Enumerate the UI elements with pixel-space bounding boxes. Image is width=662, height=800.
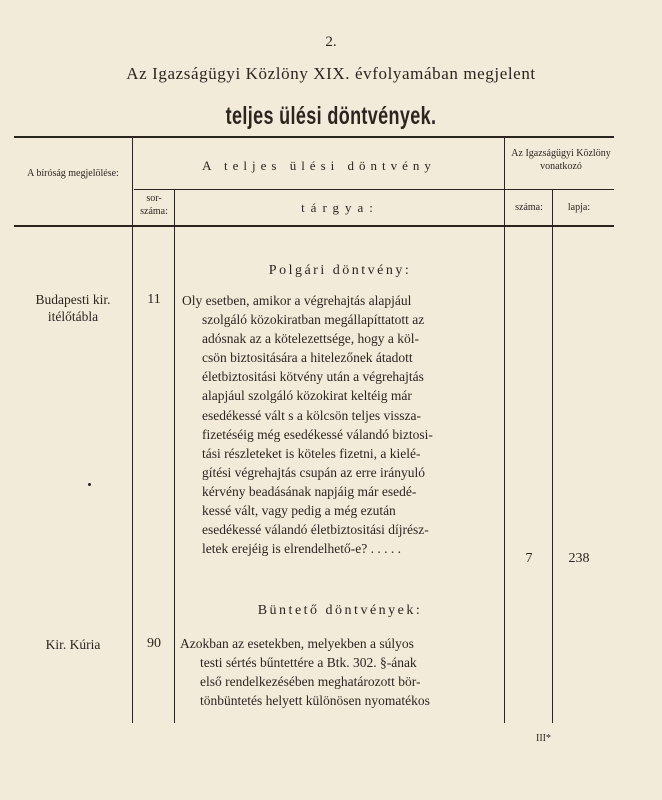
text-line: Azokban az esetekben, melyekben a súlyos [180, 636, 414, 651]
column-divider-seq [174, 189, 175, 723]
header-subject: tárgya: [301, 200, 379, 215]
header-decision: A teljes ülési döntvény [202, 158, 436, 173]
entry-subject-text [182, 291, 492, 558]
stray-dot-mark [88, 483, 91, 486]
text-line: első rendelkezésében meghatározott bör- [200, 674, 421, 690]
column-divider-issue [552, 189, 553, 723]
text-line: csön biztositására a hitelezőnek átadott [202, 350, 413, 366]
text-line: esedékessé vált s a kölcsön teljes vissza- [202, 407, 421, 423]
column-divider-court [132, 138, 133, 723]
entry-seq: 90 [147, 636, 161, 651]
text-line: tönbüntetés helyett különösen nyomatékos [200, 693, 430, 709]
entry-subject-text [180, 634, 492, 710]
text-line: testi sértés bűntettére a Btk. 302. §-ának [200, 655, 417, 671]
header-court: A bíróság megjelölése: [27, 168, 119, 179]
page-footer-mark: III* [536, 733, 551, 744]
text-line: életbiztositási kötvény után a végrehajtás [202, 369, 424, 385]
entry-court: Kir. Kúria [45, 637, 101, 652]
header-page: lapja: [567, 202, 591, 213]
text-line: esedékessé válandó életbiztositási díjrész- [202, 522, 429, 538]
entry-court: Budapesti kir. itélőtábla [35, 292, 111, 324]
text-line: letek erejéig is elrendelhető-e? . . . . . [202, 541, 402, 557]
text-line: gítési végrehajtás csupán az erre irányuló [202, 464, 426, 480]
page-title: teljes ülési döntvények. [225, 102, 437, 130]
header-seq: sor- száma: [140, 193, 168, 217]
page-subtitle: Az Igazságügyi Közlöny XIX. évfolyamában megjelent [126, 64, 536, 83]
text-line: szolgáló közokiratban megállapíttatott az [202, 312, 425, 328]
entry-seq: 11 [147, 292, 161, 307]
header-gazette: Az Igazságügyi Közlöny vonatkozó [511, 148, 611, 172]
text-line: fizetéséig még esedékessé válandó biztosi- [202, 426, 433, 442]
page-number: 2. [325, 34, 337, 50]
entry-page-number: 238 [568, 551, 590, 566]
header-bottom-rule [14, 225, 614, 227]
header-issue: száma: [515, 202, 543, 213]
text-line: alapjául szolgáló közokirat keltéig már [202, 388, 412, 404]
section-heading-criminal: Büntető döntvények: [257, 603, 423, 618]
entry-issue-number: 7 [525, 551, 533, 566]
text-line: kessé vált, vagy pedig a még ezután [202, 503, 396, 519]
column-divider-subject [504, 138, 505, 723]
section-heading-civil: Polgári döntvény: [268, 263, 412, 278]
text-line: Oly esetben, amikor a végrehajtás alapjául [182, 293, 412, 308]
header-mid-rule [134, 189, 614, 190]
text-line: kérvény beadásának napjáig már esedé- [202, 483, 417, 499]
text-line: tási részleteket is köteles fizetni, a kielé- [202, 445, 421, 461]
text-line: adósnak az a kötelezettsége, hogy a köl- [202, 331, 420, 347]
table-top-rule [14, 136, 614, 138]
